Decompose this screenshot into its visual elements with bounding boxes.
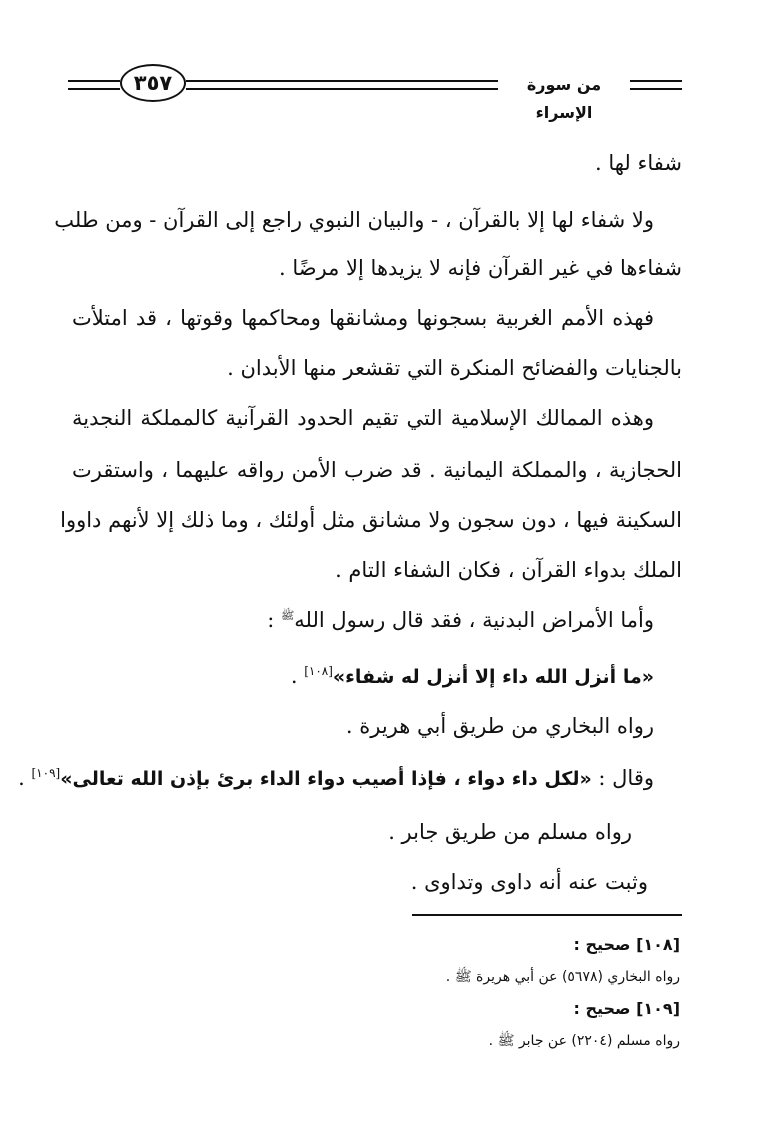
hadith-2-period: . (18, 766, 32, 790)
paragraph-3-line-1: فهذه الأمم الغربية بسجونها ومشانقها ومحاكمها وقوتها ، قد امتلأت (72, 306, 654, 330)
footnote-divider (412, 914, 682, 916)
paragraph-3-line-2: بالجنايات والفضائح المنكرة التي تقشعر منها الأبدان . (227, 356, 682, 380)
footnote-108-text: رواه البخاري (٥٦٧٨) عن أبي هريرة ﷺ . (445, 969, 680, 985)
footnote-109-text: رواه مسلم (٢٢٠٤) عن جابر ﷺ . (488, 1033, 680, 1049)
footnote-109-label: [١٠٩] صحيح : (573, 999, 680, 1018)
paragraph-2-line-2: شفاءها في غير القرآن فإنه لا يزيدها إلا مرضًا . (278, 256, 682, 280)
paragraph-5-text: وأما الأمراض البدنية ، فقد قال رسول الله (294, 608, 654, 632)
header-rule-middle (186, 80, 498, 90)
footnote-ref-108: [١٠٨] (304, 664, 333, 678)
paragraph-4-line-2: الحجازية ، والمملكة اليمانية . قد ضرب الأمن رواقه عليهما ، واستقرت (72, 458, 682, 482)
paragraph-4-line-1: وهذه الممالك الإسلامية التي تقيم الحدود القرآنية كالمملكة النجدية (72, 406, 654, 430)
hadith-2-line (18, 758, 682, 798)
header-rule-left (68, 80, 120, 90)
paragraph-2-line-1: ولا شفاء لها إلا بالقرآن ، - والبيان النبوي راجع إلى القرآن - ومن طلب (54, 208, 654, 232)
pbuh-honorific: ﷺ (281, 609, 295, 622)
hadith-2-intro: وقال : (591, 766, 654, 790)
hadith-1-line (72, 656, 682, 696)
footnote-ref-109: [١٠٩] (31, 766, 61, 780)
paragraph-5-line-1 (72, 600, 682, 640)
page-number: ٣٥٧ (120, 64, 186, 102)
hadith-2-text: «لكل داء دواء ، فإذا أصيب دواء الداء برئ بإذن الله تعالى» (60, 768, 592, 790)
narration-1-line: رواه البخاري من طريق أبي هريرة . (345, 714, 654, 738)
paragraph-4-line-4: الملك بدواء القرآن ، فكان الشفاء التام . (335, 558, 682, 582)
hadith-1-text: «ما أنزل الله داء إلا أنزل له شفاء» (332, 666, 654, 688)
paragraph-4-line-3: السكينة فيها ، دون سجون ولا مشانق مثل أولئك ، وما ذلك إلا لأنهم داووا (60, 508, 682, 532)
paragraph-5-colon: : (267, 608, 281, 632)
header-rule-right (630, 80, 682, 90)
narration-3-line: وثبت عنه أنه داوى وتداوى . (410, 870, 648, 894)
paragraph-1-line-1: شفاء لها . (595, 151, 682, 175)
narration-2-line: رواه مسلم من طريق جابر . (388, 820, 632, 844)
footnote-108-label: [١٠٨] صحيح : (573, 935, 680, 954)
running-title: من سورة الإسراء (526, 75, 602, 122)
hadith-1-period: . (290, 664, 305, 688)
